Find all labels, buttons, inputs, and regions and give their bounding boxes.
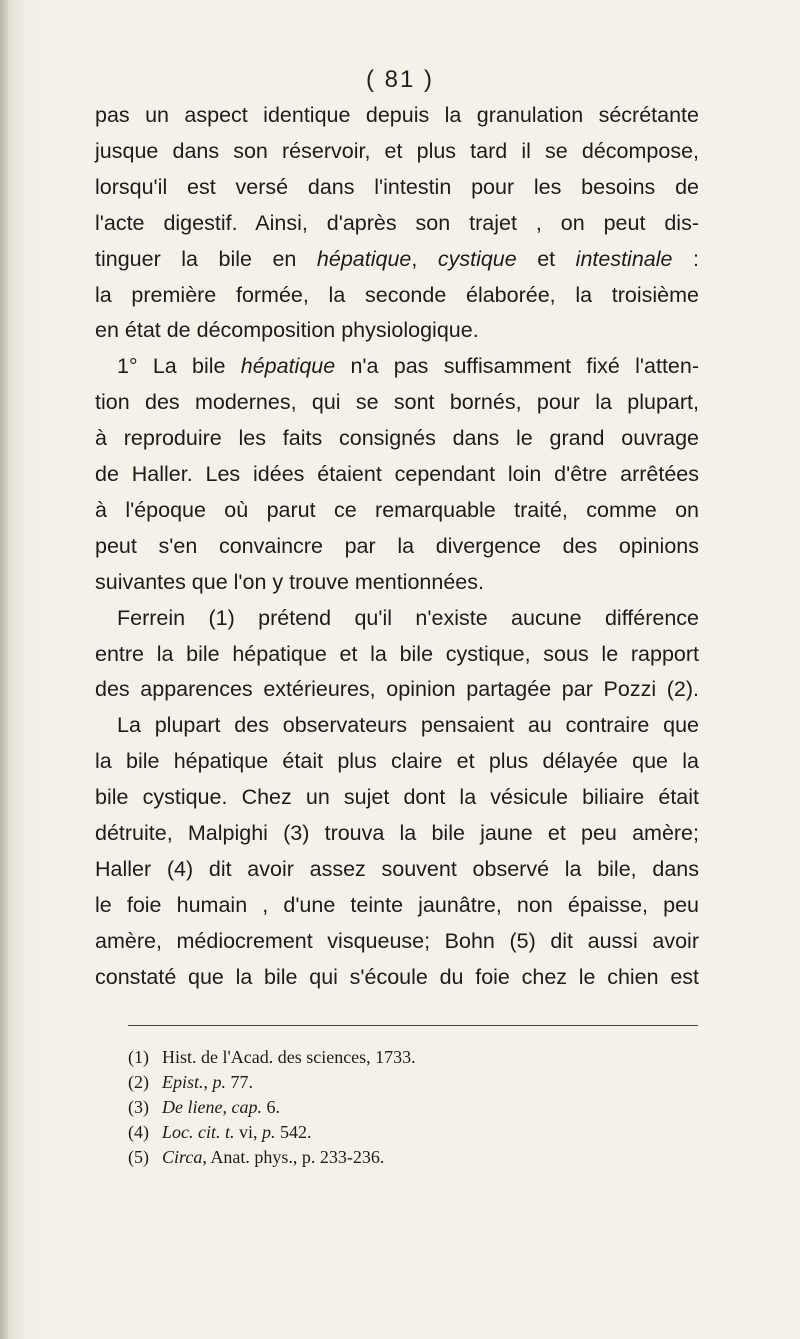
footnote: [128, 1145, 384, 1169]
footnote-text: Epist., p. 77.: [162, 1072, 254, 1092]
text-line: le foie humain , d'une teinte jaunâtre, non épaisse, peu: [95, 892, 699, 917]
page-binding-shadow: [0, 0, 8, 1339]
text-line: constaté que la bile qui s'écoule du foie chez le chien est: [95, 964, 699, 989]
text-line: des apparences extérieures, opinion partagée par Pozzi (2).: [95, 677, 699, 702]
text-line: pas un aspect identique depuis la granulation sécrétante: [95, 103, 699, 127]
text-line: amère, médiocrement visqueuse; Bohn (5) dit aussi avoir: [95, 928, 699, 953]
text-line: tion des modernes, qui se sont bornés, pour la plupart,: [95, 390, 699, 415]
text-line: détruite, Malpighi (3) trouva la bile jaune et peu amère;: [95, 821, 699, 845]
text-line: entre la bile hépatique et la bile cystique, sous le rapport: [95, 641, 699, 666]
footnote-text: Circa, Anat. phys., p. 233-236.: [162, 1147, 385, 1167]
text-line: en état de décomposition physiologique.: [95, 318, 479, 343]
text-line: à l'époque où parut ce remarquable traité, comme on: [95, 497, 699, 522]
footnote-text: De liene, cap. 6.: [162, 1097, 280, 1117]
text-line: tinguer la bile en hépatique, cystique et intestinale :: [95, 246, 699, 271]
text-line: 1° La bile hépatique n'a pas suffisamment fixé l'atten-: [117, 354, 700, 379]
footnote-number: (4): [128, 1122, 149, 1142]
text-line: Haller (4) dit avoir assez souvent observé la bile, dans: [95, 856, 699, 881]
footnote: [128, 1070, 253, 1094]
footnote-number: (2): [128, 1072, 149, 1092]
page-number: ( 81 ): [365, 66, 434, 93]
text-line: l'acte digestif. Ainsi, d'après son trajet , on peut dis-: [95, 210, 699, 235]
text-line: lorsqu'il est versé dans l'intestin pour les besoins de: [95, 174, 699, 199]
footnote-divider: [128, 1025, 698, 1026]
text-line: la bile hépatique était plus claire et plus délayée que la: [95, 749, 699, 774]
text-line: peut s'en convaincre par la divergence des opinions: [95, 533, 699, 558]
footnote-number: (3): [128, 1097, 149, 1117]
footnote: [128, 1120, 312, 1144]
text-line: la première formée, la seconde élaborée, la troisième: [95, 282, 699, 307]
text-line: à reproduire les faits consignés dans le grand ouvrage: [95, 426, 699, 451]
footnote-text: Hist. de l'Acad. des sciences, 1733.: [162, 1047, 416, 1067]
text-line: jusque dans son réservoir, et plus tard il se décompose,: [95, 138, 699, 163]
footnote-text: Loc. cit. t. vi, p. 542.: [162, 1122, 312, 1142]
text-line: bile cystique. Chez un sujet dont la vésicule biliaire était: [95, 785, 699, 810]
text-line: Ferrein (1) prétend qu'il n'existe aucune différence: [117, 605, 699, 630]
text-line: suivantes que l'on y trouve mentionnées.: [95, 569, 484, 594]
footnote-number: (5): [128, 1147, 149, 1167]
footnote: [128, 1045, 416, 1069]
footnote-number: (1): [128, 1047, 149, 1067]
text-line: de Haller. Les idées étaient cependant loin d'être arrêtées: [95, 462, 699, 486]
text-line: La plupart des observateurs pensaient au contraire que: [117, 713, 699, 738]
footnote: [128, 1095, 280, 1119]
